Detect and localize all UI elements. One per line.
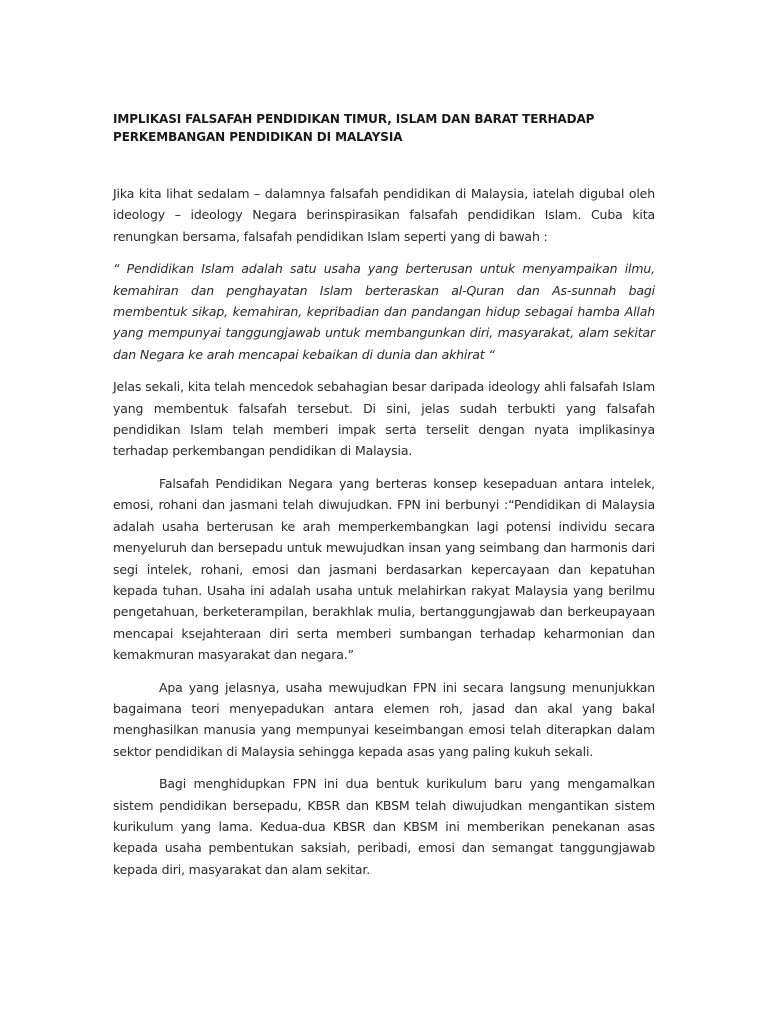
document-page — [113, 110, 655, 891]
paragraph-quote-islamic-philosophy: “ Pendidikan Islam adalah satu usaha yang berterusan untuk menyampaikan ilmu, kemahiran dan penghayatan Islam berteraskan al-Quran dan As-sunnah bagi membentuk sikap, kemahiran, kepribadian dan pandangan hidup sebagai hamba Allah yang mempunyai tanggungjawab untuk membangunkan diri, masyarakat, alam sekitar dan Negara ke arah mencapai kebaikan di dunia dan akhirat “ — [113, 261, 655, 362]
document-title — [113, 110, 655, 146]
title-line-1: IMPLIKASI FALSAFAH PENDIDIKAN TIMUR, ISLAM DAN BARAT TERHADAP — [113, 112, 595, 126]
paragraph-islamic-influence: Jelas sekali, kita telah mencedok sebahagian besar daripada ideology ahli falsafah Islam yang membentuk falsafah tersebut. Di sini, jelas sudah terbukti yang falsafah pendidikan Islam telah memberi impak serta terselit dengan nyata implikasinya terhadap perkembangan pendidikan di Malaysia. — [113, 379, 655, 459]
paragraph-kbsr-kbsm: Bagi menghidupkan FPN ini dua bentuk kurikulum baru yang mengamalkan sistem pendidikan bersepadu, KBSR dan KBSM telah diwujudkan mengantikan sistem kurikulum yang lama. Kedua-dua KBSR dan KBSM ini memberikan penekanan asas kepada usaha pembentukan saksiah, peribadi, emosi dan semangat tanggungjawab kepada diri, masyarakat dan alam sekitar. — [113, 776, 655, 877]
paragraph-fpn-definition: Falsafah Pendidikan Negara yang berteras konsep kesepaduan antara intelek, emosi, rohani dan jasmani telah diwujudkan. FPN ini berbunyi :“Pendidikan di Malaysia adalah usaha berterusan ke arah memperkembangkan lagi potensi individu secara menyeluruh dan bersepadu untuk mewujudkan insan yang seimbang dan harmonis dari segi intelek, rohani, emosi dan jasmani berdasarkan kepercayaan dan kepatuhan kepada tuhan. Usaha ini adalah usaha untuk melahirkan rakyat Malaysia yang berilmu pengetahuan, berketerampilan, berakhlak mulia, bertanggungjawab dan berkeupayaan mencapai ksejahteraan diri serta memberi sumbangan terhadap keharmonian dan kemakmuran masyarakat dan negara.” — [113, 475, 655, 663]
paragraph-intro: Jika kita lihat sedalam – dalamnya falsafah pendidikan di Malaysia, iatelah digubal oleh ideology – ideology Negara berinspirasikan falsafah pendidikan Islam. Cuba kita renungkan bersama, falsafah pendidikan Islam seperti yang di bawah : — [113, 186, 655, 244]
paragraph-fpn-effect: Apa yang jelasnya, usaha mewujudkan FPN ini secara langsung menunjukkan bagaimana teori menyepadukan antara elemen roh, jasad dan akal yang bakal menghasilkan manusia yang mempunyai keseimbangan emosi telah diterapkan dalam sektor pendidikan di Malaysia sehingga kepada asas yang paling kukuh sekali. — [113, 679, 655, 759]
title-line-2: PERKEMBANGAN PENDIDIKAN DI MALAYSIA — [113, 130, 403, 144]
